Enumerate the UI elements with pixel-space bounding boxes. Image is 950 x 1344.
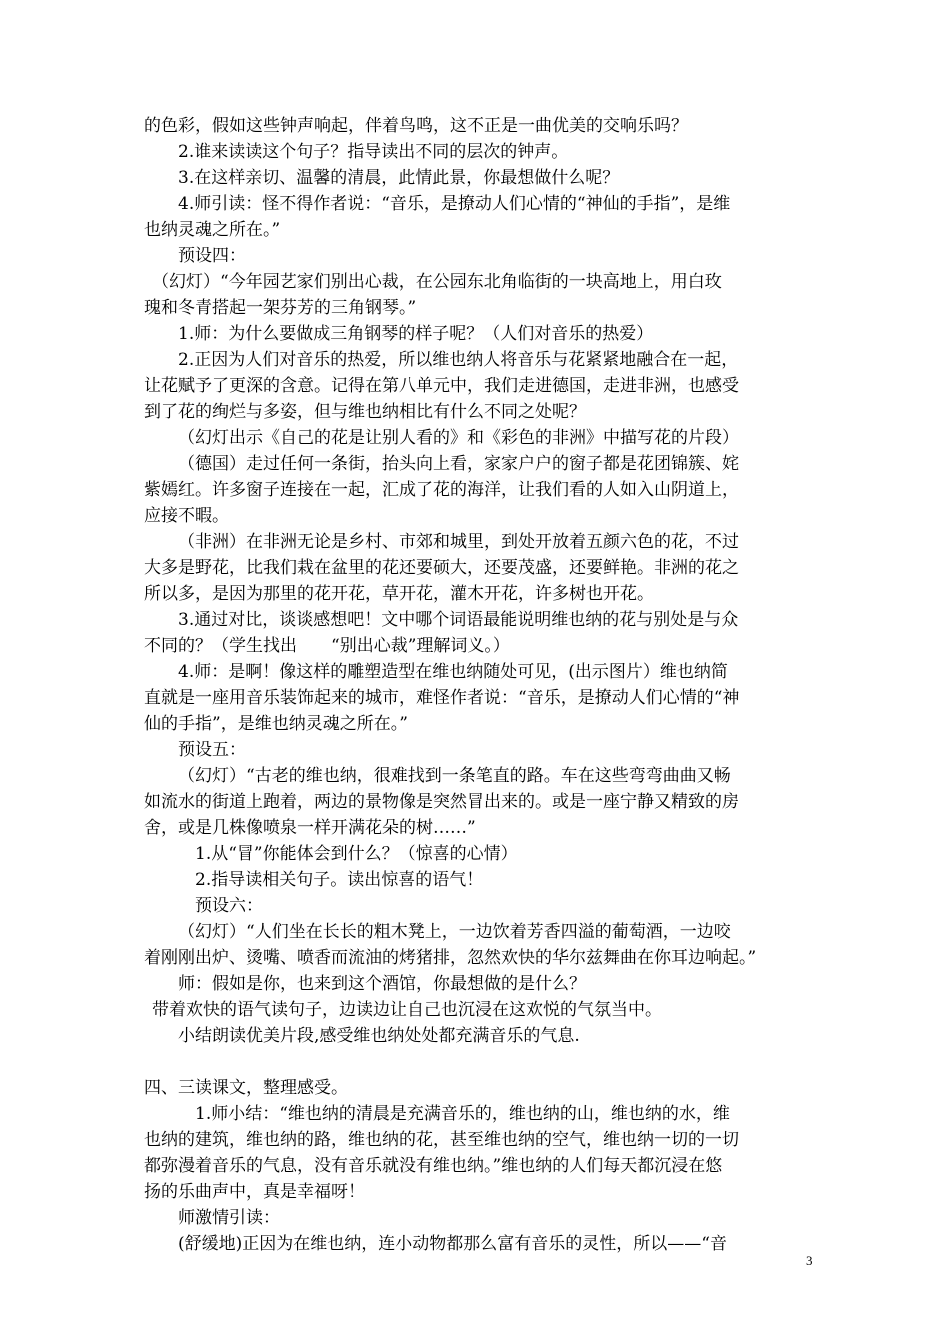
text-line: 如流水的街道上跑着，两边的景物像是突然冒出来的。或是一座宁静又精致的房 bbox=[144, 792, 739, 812]
text-line: 到了花的绚烂与多姿，但与维也纳相比有什么不同之处呢？ bbox=[144, 402, 586, 422]
text-line: 预设四： bbox=[178, 246, 246, 266]
text-line: （幻灯）“今年园艺家们别出心裁，在公园东北角临街的一块高地上，用白玫 bbox=[152, 272, 722, 292]
text-line: 2.正因为人们对音乐的热爱，所以维也纳人将音乐与花紧紧地融合在一起， bbox=[178, 350, 739, 370]
text-line: （非洲）在非洲无论是乡村、市郊和城里，到处开放着五颜六色的花，不过 bbox=[178, 532, 739, 552]
text-line: 应接不暇。 bbox=[144, 506, 229, 526]
text-line: 预设五： bbox=[178, 740, 246, 760]
text-line: 3.在这样亲切、温馨的清晨，此情此景，你最想做什么呢？ bbox=[178, 168, 620, 188]
text-line: 大多是野花，比我们栽在盆里的花还要硕大，还要茂盛，还要鲜艳。非洲的花之 bbox=[144, 558, 739, 578]
text-line: 都弥漫着音乐的气息，没有音乐就没有维也纳。”维也纳的人们每天都沉浸在悠 bbox=[144, 1156, 723, 1176]
section-heading: 四、三读课文，整理感受。 bbox=[144, 1078, 348, 1098]
text-line: 小结朗读优美片段,感受维也纳处处都充满音乐的气息. bbox=[178, 1026, 580, 1046]
text-line: 师激情引读： bbox=[178, 1208, 280, 1228]
text-line: 让花赋予了更深的含意。记得在第八单元中，我们走进德国，走进非洲，也感受 bbox=[144, 376, 739, 396]
text-line: 师：假如是你，也来到这个酒馆，你最想做的是什么？ bbox=[178, 974, 586, 994]
text-line: 瑰和冬青搭起一架芬芳的三角钢琴。” bbox=[144, 298, 417, 318]
text-line: 不同的？（学生找出 “别出心裁”理解词义。） bbox=[144, 636, 510, 656]
text-line: 也纳的建筑，维也纳的路，维也纳的花，甚至维也纳的空气，维也纳一切的一切 bbox=[144, 1130, 739, 1150]
text-line: 4.师：是啊！像这样的雕塑造型在维也纳随处可见，(出示图片）维也纳简 bbox=[178, 662, 728, 682]
text-line: 1.师小结：“维也纳的清晨是充满音乐的，维也纳的山，维也纳的水，维 bbox=[195, 1104, 730, 1124]
text-line: 预设六： bbox=[195, 896, 263, 916]
text-line: （德国）走过任何一条街，抬头向上看，家家户户的窗子都是花团锦簇、姹 bbox=[178, 454, 739, 474]
text-line: （幻灯出示《自己的花是让别人看的》和《彩色的非洲》中描写花的片段） bbox=[178, 428, 739, 448]
text-line: 舍，或是几株像喷泉一样开满花朵的树……” bbox=[144, 818, 476, 838]
text-line: 4.师引读：怪不得作者说：“音乐，是撩动人们心情的“神仙的手指”，是维 bbox=[178, 194, 731, 214]
text-line: 带着欢快的语气读句子，边读边让自己也沉浸在这欢悦的气氛当中。 bbox=[152, 1000, 662, 1020]
text-line: 着刚刚出炉、烫嘴、喷香而流油的烤猪排，忽然欢快的华尔兹舞曲在你耳边响起。” bbox=[144, 948, 757, 968]
text-line: 的色彩，假如这些钟声响起，伴着鸟鸣，这不正是一曲优美的交响乐吗？ bbox=[144, 116, 688, 136]
page-number: 3 bbox=[806, 1253, 813, 1268]
text-line: 3.通过对比，谈谈感想吧！文中哪个词语最能说明维也纳的花与别处是与众 bbox=[178, 610, 739, 630]
text-line: 紫嫣红。许多窗子连接在一起，汇成了花的海洋，让我们看的人如入山阴道上， bbox=[144, 480, 739, 500]
text-line: 2.指导读相关句子。读出惊喜的语气！ bbox=[195, 870, 484, 890]
text-line: 所以多，是因为那里的花开花，草开花，灌木开花，许多树也开花。 bbox=[144, 584, 654, 604]
text-line: (舒缓地)正因为在维也纳，连小动物都那么富有音乐的灵性，所以——“音 bbox=[178, 1234, 727, 1254]
text-line: 仙的手指”，是维也纳灵魂之所在。” bbox=[144, 714, 408, 734]
text-line: 1.从“冒”你能体会到什么？（惊喜的心情） bbox=[195, 844, 518, 864]
text-line: 2.谁来读读这个句子？指导读出不同的层次的钟声。 bbox=[178, 142, 569, 162]
text-line: （幻灯）“古老的维也纳，很难找到一条笔直的路。车在这些弯弯曲曲又畅 bbox=[178, 766, 731, 786]
text-line: 1.师：为什么要做成三角钢琴的样子呢？（人们对音乐的热爱） bbox=[178, 324, 654, 344]
text-line: 扬的乐曲声中，真是幸福呀！ bbox=[144, 1182, 365, 1202]
text-line: （幻灯）“人们坐在长长的粗木凳上，一边饮着芳香四溢的葡萄酒，一边咬 bbox=[178, 922, 731, 942]
text-line: 也纳灵魂之所在。” bbox=[144, 220, 281, 240]
text-line: 直就是一座用音乐装饰起来的城市，难怪作者说：“音乐，是撩动人们心情的“神 bbox=[144, 688, 740, 708]
